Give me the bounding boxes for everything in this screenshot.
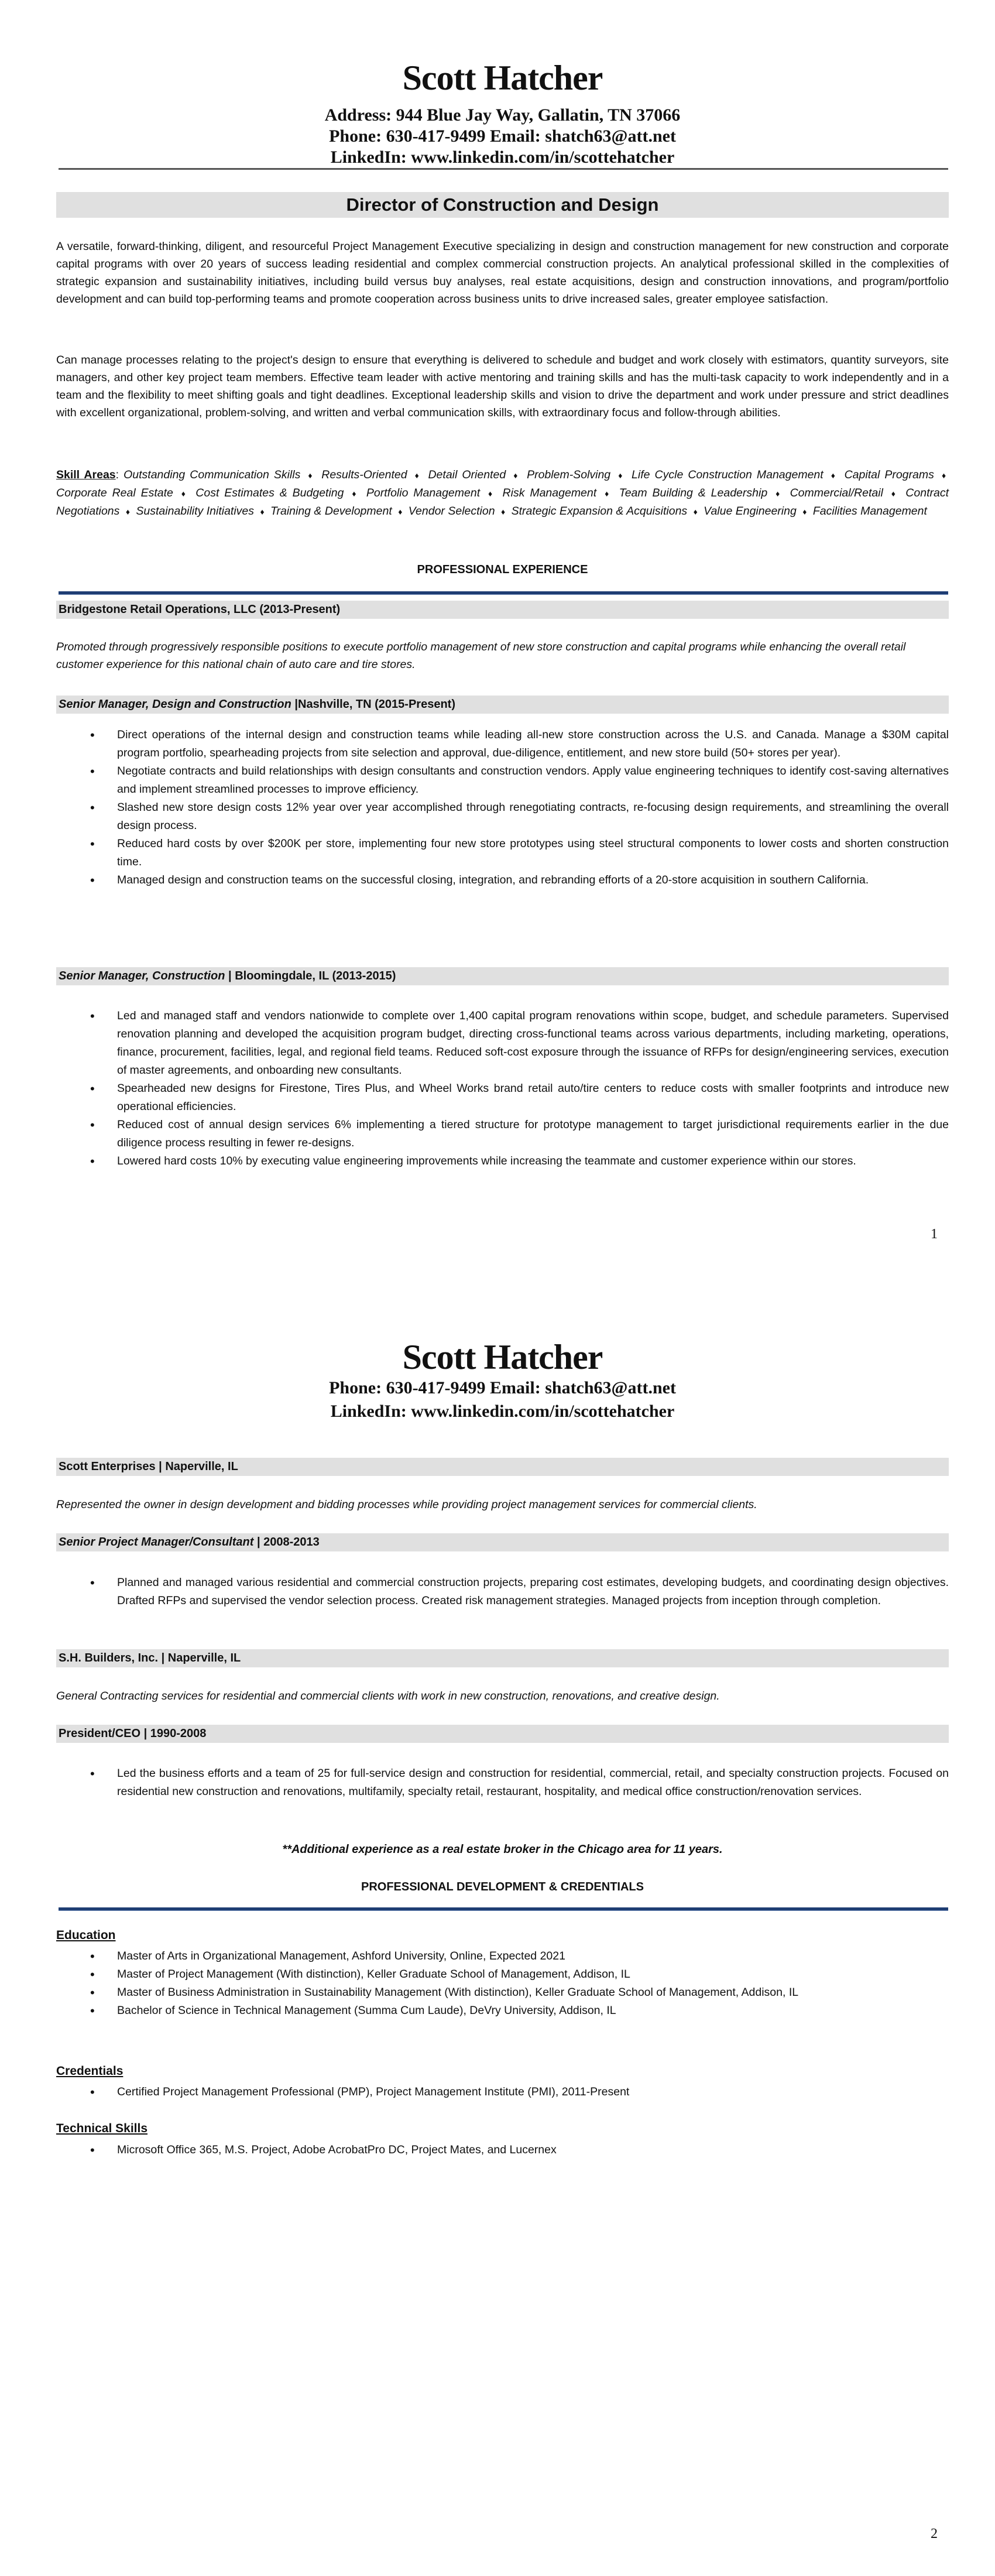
technical-skills-label — [56, 2122, 949, 2136]
skill-areas: Skill Areas: Outstanding Communication Skills ♦ Results-Oriented ♦ Detail Oriented ♦ Problem-Solving ♦ Life Cycle Construction Management ♦ Capital Programs ♦ Corporate Real Estate ♦ Cost Estimates & Budgeting ♦ Portfolio Management ♦ Risk Management ♦ Team Building & Leadership ♦ Commercial/Retail ♦ Contract Negotiations ♦ Sustainability Initiatives ♦ Training & Development ♦ Vendor Selection ♦ Strategic Expansion & Acquisitions ♦ Value Engineering ♦ Facilities Management — [56, 468, 949, 518]
company-description-scott-enterprises: Represented the owner in design development and bidding processes while providing project management services for commercial clients. — [56, 1498, 757, 1511]
headline: Director of Construction and Design — [56, 192, 949, 218]
list-item: • Certified Project Management Professional (PMP), Project Management Institute (PMI), 2011-Present — [56, 2083, 949, 2101]
skill-item: Corporate Real Estate — [56, 487, 173, 499]
diamond-bullet-icon: ♦ — [125, 507, 130, 516]
list-item: • Negotiate contracts and build relationships with design consultants and construction vendors. Apply value engineering techniques to identify cost-saving alternatives and implement streamlined processes to improve efficiency. — [56, 762, 949, 799]
resume-name: Scott Hatcher — [402, 59, 603, 97]
diamond-bullet-icon: ♦ — [605, 489, 611, 498]
role-meta: |Nashville, TN (2015-Present) — [291, 698, 455, 711]
list-item: • Master of Business Administration in Sustainability Management (With distinction), Keller Graduate School of Management, Addison, IL — [56, 1984, 949, 2002]
list-item: • Bachelor of Science in Technical Management (Summa Cum Laude), DeVry University, Addison, IL — [56, 2002, 949, 2020]
list-item: • Master of Project Management (With distinction), Keller Graduate School of Management, Addison, IL — [56, 1965, 949, 1984]
skill-item: Sustainability Initiatives — [136, 505, 255, 518]
role-4-bullets — [56, 1765, 949, 1801]
credentials-label-text: Credentials — [56, 2064, 123, 2078]
skill-item: Capital Programs — [844, 468, 934, 481]
diamond-bullet-icon: ♦ — [308, 471, 314, 480]
education-label — [56, 1928, 949, 1943]
role-header-president-ceo: President/CEO | 1990-2008 — [56, 1725, 949, 1743]
list-item: • Microsoft Office 365, M.S. Project, Adobe AcrobatPro DC, Project Mates, and Lucernex — [56, 2141, 949, 2159]
role-title: Senior Manager, Construction — [59, 970, 225, 982]
list-item: • Reduced hard costs by over $200K per store, implementing four new store prototypes using steel structural components to lower costs and shorten construction time. — [56, 835, 949, 871]
address: Address: 944 Blue Jay Way, Gallatin, TN 37066 — [324, 105, 681, 125]
diamond-bullet-icon: ♦ — [693, 507, 698, 516]
header-divider — [59, 168, 948, 170]
skill-item: Commercial/Retail — [790, 487, 883, 499]
technical-skills-list — [56, 2141, 949, 2159]
role-3-bullets — [56, 1574, 949, 1610]
additional-note: **Additional experience as a real estate broker in the Chicago area for 11 years. — [282, 1843, 723, 1856]
skill-item: Problem-Solving — [527, 468, 611, 481]
skill-item: Strategic Expansion & Acquisitions — [511, 505, 688, 518]
skill-item: Life Cycle Construction Management — [632, 468, 824, 481]
skill-item: Training & Development — [270, 505, 392, 518]
diamond-bullet-icon: ♦ — [181, 489, 188, 498]
company-header-sh-builders: S.H. Builders, Inc. | Naperville, IL — [56, 1649, 949, 1667]
resume-name-page-2: Scott Hatcher — [402, 1338, 603, 1376]
role-header-senior-manager-construction — [56, 967, 949, 985]
list-item: • Master of Arts in Organizational Management, Ashford University, Online, Expected 2021 — [56, 1947, 949, 1965]
phone-email-page-2: Phone: 630-417-9499 Email: shatch63@att.net — [329, 1378, 676, 1397]
credentials-divider — [59, 1907, 948, 1911]
diamond-bullet-icon: ♦ — [414, 471, 421, 480]
diamond-bullet-icon: ♦ — [352, 489, 358, 498]
phone-email: Phone: 630-417-9499 Email: shatch63@att.net — [329, 126, 676, 146]
list-item: • Led and managed staff and vendors nationwide to complete over 1,400 capital program renovations within scope, budget, and schedule parameters. Supervised renovation planning and developed the acquisition program budget, directing cross-functional teams across various departments, including marketing, operations, finance, procurement, facilities, legal, and regional field teams. Reduced soft-cost exposure through the issuance of RFPs for design/engineering services, execution of master agreements, and onboarding new consultants. — [56, 1007, 949, 1080]
list-item: • Spearheaded new designs for Firestone, Tires Plus, and Wheel Works brand retail auto/tire centers to reduce costs with smaller footprints and introduce new operational efficiencies. — [56, 1080, 949, 1116]
skill-item: Value Engineering — [704, 505, 797, 518]
list-item: • Led the business efforts and a team of 25 for full-service design and construction for residential, commercial, retail, and specialty construction projects. Focused on residential new construction and renovations, multifamily, specialty retail, restaurant, hospitality, and medical office construction/renovation services. — [56, 1765, 949, 1801]
page-number-2: 2 — [931, 2526, 938, 2541]
list-item: • Lowered hard costs 10% by executing value engineering improvements while increasing the teammate and customer experience within our stores. — [56, 1152, 949, 1170]
linkedin: LinkedIn: www.linkedin.com/in/scottehatcher — [330, 148, 675, 167]
education-list — [56, 1947, 949, 2020]
list-item: • Managed design and construction teams on the successful closing, integration, and rebranding efforts of a 20-store acquisition in southern California. — [56, 871, 949, 889]
role-header-senior-manager-design — [56, 696, 949, 714]
credentials-label — [56, 2064, 949, 2078]
experience-heading: PROFESSIONAL EXPERIENCE — [417, 563, 588, 576]
role-title: Senior Project Manager/Consultant — [59, 1536, 254, 1549]
diamond-bullet-icon: ♦ — [941, 471, 946, 480]
skill-item: Cost Estimates & Budgeting — [195, 487, 344, 499]
technical-skills-label-text: Technical Skills — [56, 2122, 148, 2135]
skill-item: Results-Oriented — [321, 468, 407, 481]
skill-item: Contract Negotiations — [56, 487, 949, 518]
list-item: • Slashed new store design costs 12% year over year accomplished through renegotiating contracts, re-focusing design requirements, and streamlining the overall design process. — [56, 799, 949, 835]
diamond-bullet-icon: ♦ — [776, 489, 782, 498]
diamond-bullet-icon: ♦ — [513, 471, 520, 480]
role-1-bullets — [56, 726, 949, 889]
credentials-heading: PROFESSIONAL DEVELOPMENT & CREDENTIALS — [361, 1880, 644, 1893]
company-description-sh-builders: General Contracting services for residential and commercial clients with work in new construction, renovations, and creative design. — [56, 1690, 720, 1703]
role-title: Senior Manager, Design and Construction — [59, 698, 291, 711]
skills-list — [56, 468, 949, 518]
company-header-scott-enterprises: Scott Enterprises | Naperville, IL — [56, 1458, 949, 1476]
diamond-bullet-icon: ♦ — [488, 489, 495, 498]
skill-areas-label: Skill Areas — [56, 468, 116, 481]
list-item: • Direct operations of the internal design and construction teams while leading all-new store construction across the U.S. and Canada. Manage a $30M capital program portfolio, spearheading projects from site selection and approval, due-diligence, entitlement, and new store build (50+ stores per year). — [56, 726, 949, 762]
education-label-text: Education — [56, 1928, 116, 1942]
summary-paragraph-2: Can manage processes relating to the project's design to ensure that everything is delivered to schedule and budget and work closely with estimators, quantity surveyors, site managers, and other key project team members. Effective team leader with active mentoring and training skills and has the multi-task capacity to work independently and in a team and the flexibility to meet shifting goals and tight deadlines. Exceptional leadership skills and vision to drive the department and work under pressure and strict deadlines with excellent organizational, problem-solving, and written and verbal communication skills, with extraordinary focus and follow-through abilities. — [56, 354, 949, 419]
list-item: • Reduced cost of annual design services 6% implementing a tiered structure for prototype management to target jurisdictional requirements earlier in the due diligence process resulting in fewer re-designs. — [56, 1116, 949, 1152]
experience-divider — [59, 591, 948, 595]
skill-item: Risk Management — [502, 487, 597, 499]
skill-item: Vendor Selection — [408, 505, 495, 518]
summary-paragraph-1: A versatile, forward-thinking, diligent, and resourceful Project Management Executive specializing in design and construction management for new construction and corporate capital programs with over 20 years of success leading residential and complex commercial construction projects. An analytical professional skilled in the complexities of strategic expansion and sustainability initiatives, including build versus buy analyses, real estate acquisitions, design and construction innovations, and program/portfolio development and can build top-performing teams and promote cooperation across business units to drive increased sales, greater employee satisfaction. — [56, 240, 949, 306]
skill-item: Portfolio Management — [366, 487, 481, 499]
role-header-senior-project-manager — [56, 1533, 949, 1551]
diamond-bullet-icon: ♦ — [618, 471, 624, 480]
linkedin-page-2: LinkedIn: www.linkedin.com/in/scottehatcher — [330, 1402, 675, 1421]
page-number: 1 — [931, 1227, 938, 1242]
diamond-bullet-icon: ♦ — [891, 489, 898, 498]
credentials-list — [56, 2083, 949, 2101]
skill-item: Outstanding Communication Skills — [123, 468, 301, 481]
company-header-bridgestone: Bridgestone Retail Operations, LLC (2013-Present) — [56, 601, 949, 619]
role-2-bullets — [56, 1007, 949, 1170]
company-description-bridgestone: Promoted through progressively responsible positions to execute portfolio management of new store construction and capital programs while enhancing the overall retail customer experience for this national chain of auto care and tire stores. — [56, 640, 906, 671]
diamond-bullet-icon: ♦ — [831, 471, 837, 480]
skill-item: Detail Oriented — [428, 468, 506, 481]
skill-item: Team Building & Leadership — [619, 487, 768, 499]
skill-item: Facilities Management — [812, 505, 927, 518]
list-item: • Planned and managed various residential and commercial construction projects, preparing cost estimates, developing budgets, and coordinating design objectives. Drafted RFPs and supervised the vendor selection process. Created risk management strategies. Managed projects from inception through completion. — [56, 1574, 949, 1610]
diamond-bullet-icon: ♦ — [500, 507, 506, 516]
diamond-bullet-icon: ♦ — [398, 507, 403, 516]
role-meta: | Bloomingdale, IL (2013-2015) — [225, 970, 396, 982]
diamond-bullet-icon: ♦ — [802, 507, 807, 516]
diamond-bullet-icon: ♦ — [260, 507, 265, 516]
role-meta: | 2008-2013 — [253, 1536, 320, 1549]
